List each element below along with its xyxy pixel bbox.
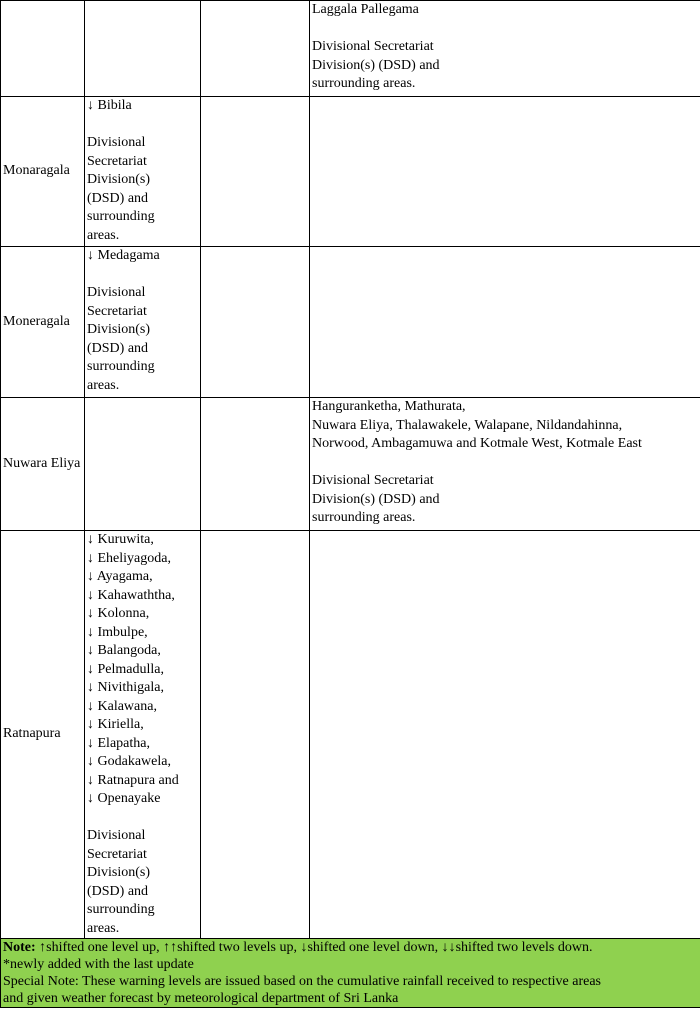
dsd-description-line: Secretariat bbox=[87, 846, 147, 862]
dsd-description-line: Division(s) bbox=[87, 322, 150, 337]
table-row bbox=[1, 247, 700, 398]
spacer bbox=[87, 809, 199, 828]
area-name: ↓ Ratnapura and bbox=[87, 772, 179, 788]
area-name: ↓ Nivithigala, bbox=[87, 680, 164, 695]
area-name: ↓ Medagama bbox=[87, 248, 160, 263]
district-name: Ratnapura bbox=[3, 726, 61, 742]
dsd-description-line: (DSD) and bbox=[87, 883, 149, 899]
area-name: ↓ Balangoda, bbox=[87, 643, 161, 658]
table-row bbox=[1, 97, 700, 247]
area-name: Hanguranketha, Mathurata, bbox=[312, 399, 466, 414]
district-name: Nuwara Eliya bbox=[3, 455, 81, 471]
dsd-description-line: Secretariat bbox=[87, 303, 147, 319]
area-name: ↓ Eheliyagoda, bbox=[87, 550, 171, 566]
district-cell bbox=[1, 97, 85, 247]
table-row bbox=[1, 398, 700, 531]
area-name: ↓ Kuruwita, bbox=[87, 532, 154, 547]
level-2-areas-cell bbox=[85, 247, 201, 398]
level-3-areas-cell bbox=[201, 97, 310, 247]
area-name: ↓ Pelmadulla, bbox=[87, 661, 164, 677]
dsd-description-line: areas. bbox=[87, 377, 120, 393]
area-name: ↓ Openayake bbox=[87, 791, 161, 806]
note-label: Note: bbox=[3, 940, 36, 955]
district-name: Monaragala bbox=[3, 163, 70, 179]
district-cell bbox=[1, 247, 85, 398]
level-1-areas-cell bbox=[310, 247, 700, 398]
district-cell bbox=[1, 531, 85, 939]
warning-table-body bbox=[1, 1, 700, 1008]
area-name: ↓ Godakawela, bbox=[87, 754, 171, 769]
dsd-description-line: surrounding bbox=[87, 359, 155, 374]
area-name: ↓ Kiriella, bbox=[87, 717, 144, 732]
area-name: Norwood, Ambagamuwa and Kotmale West, Kotmale East bbox=[312, 436, 642, 451]
dsd-description-line: Division(s) (DSD) and bbox=[312, 57, 440, 73]
dsd-description-line: areas. bbox=[87, 227, 120, 243]
level-2-areas-cell bbox=[85, 398, 201, 531]
area-name: ↓ Kalawana, bbox=[87, 698, 157, 714]
area-name: ↓ Elapatha, bbox=[87, 735, 150, 751]
dsd-description-line: surrounding areas. bbox=[312, 76, 416, 91]
dsd-description-line: Divisional Secretariat bbox=[312, 473, 434, 488]
spacer bbox=[312, 20, 699, 39]
dsd-description-line: Divisional bbox=[87, 828, 146, 843]
area-name: Nuwara Eliya, Thalawakele, Walapane, Nildandahinna, bbox=[312, 417, 623, 433]
level-3-areas-cell bbox=[201, 531, 310, 939]
dsd-description-line: Secretariat bbox=[87, 153, 147, 169]
dsd-description-line: Divisional bbox=[87, 285, 146, 300]
level-2-areas-cell bbox=[85, 531, 201, 939]
level-3-areas-cell bbox=[201, 247, 310, 398]
level-1-areas-cell bbox=[310, 531, 700, 939]
dsd-description-line: Division(s) bbox=[87, 865, 150, 880]
dsd-description-line: surrounding areas. bbox=[312, 510, 416, 525]
dsd-description-line: Divisional Secretariat bbox=[312, 39, 434, 54]
dsd-description-line: surrounding bbox=[87, 902, 155, 917]
spacer bbox=[312, 454, 699, 473]
spacer bbox=[87, 116, 199, 135]
area-name: ↓ Imbulpe, bbox=[87, 624, 148, 640]
spacer bbox=[87, 266, 199, 285]
level-1-areas-cell bbox=[310, 97, 700, 247]
dsd-description-line: Division(s) bbox=[87, 172, 150, 187]
level-2-areas-cell bbox=[85, 1, 201, 97]
note-legend-line bbox=[3, 939, 698, 956]
level-1-areas-cell bbox=[310, 1, 700, 97]
district-cell bbox=[1, 1, 85, 97]
level-2-areas-cell bbox=[85, 97, 201, 247]
area-name: ↓ Ayagama, bbox=[87, 569, 153, 584]
dsd-description-line: (DSD) and bbox=[87, 190, 149, 206]
note-cell bbox=[1, 939, 700, 1008]
dsd-description-line: Divisional bbox=[87, 135, 146, 150]
dsd-description-line: (DSD) and bbox=[87, 340, 149, 356]
level-1-areas-cell bbox=[310, 398, 700, 531]
dsd-description-line: surrounding bbox=[87, 209, 155, 224]
area-name: ↓ Kahawaththa, bbox=[87, 587, 175, 603]
table-row bbox=[1, 531, 700, 939]
special-note-line-2: and given weather forecast by meteorological department of Sri Lanka bbox=[3, 991, 399, 1006]
table-row bbox=[1, 1, 700, 97]
level-3-areas-cell bbox=[201, 398, 310, 531]
district-name: Moneragala bbox=[3, 313, 70, 329]
note-row bbox=[1, 939, 700, 1008]
dsd-description-line: Division(s) (DSD) and bbox=[312, 491, 440, 507]
district-cell bbox=[1, 398, 85, 531]
special-note-line-1: Special Note: These warning levels are issued based on the cumulative rainfall received to respective areas bbox=[3, 974, 602, 989]
area-name: ↓ Bibila bbox=[87, 98, 132, 113]
area-name: ↓ Kolonna, bbox=[87, 606, 150, 621]
dsd-description-line: areas. bbox=[87, 920, 120, 936]
note-legend: ↑shifted one level up, ↑↑shifted two levels up, ↓shifted one level down, ↓↓shifted two levels down. bbox=[35, 940, 593, 955]
level-3-areas-cell bbox=[201, 1, 310, 97]
new-marker-note: *newly added with the last update bbox=[3, 957, 194, 972]
area-name: Laggala Pallegama bbox=[312, 2, 419, 17]
